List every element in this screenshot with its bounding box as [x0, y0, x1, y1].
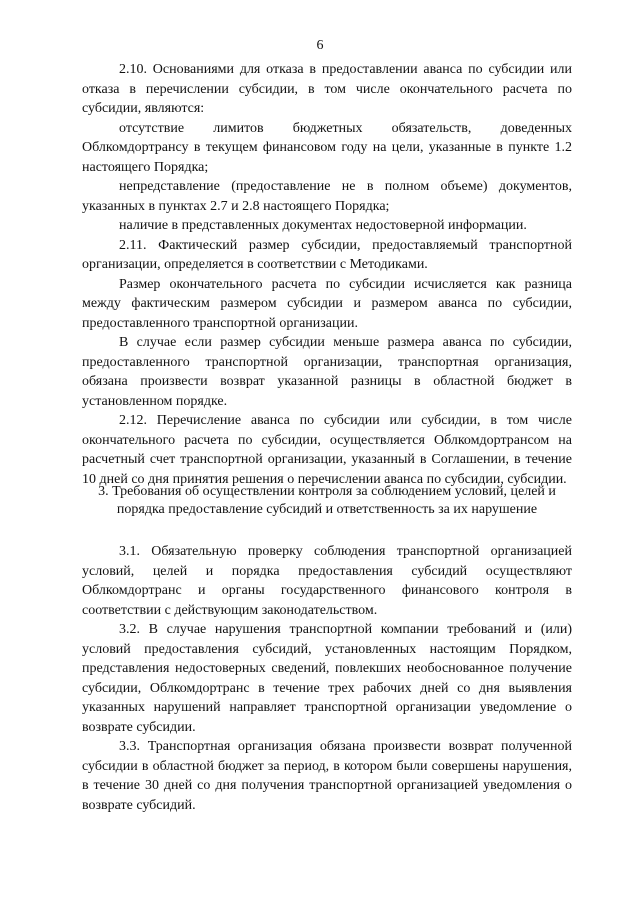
- section-3-heading: 3. Требования об осуществлении контроля за соблюдением условий, целей и порядка предоставление субсидий и ответственность за их нарушение: [98, 484, 556, 517]
- paragraph-2-12: 2.12. Перечисление аванса по субсидии или субсидии, в том числе окончательного расчета по субсидии, осуществляется Облкомдортрансом на расчетный счет транспортной организации, указанный в Соглашении, в течение 10 дней со дня принятия решения о перечислении аванса по субсидии, субсидии.: [82, 413, 572, 487]
- paragraph-3-2: 3.2. В случае нарушения транспортной компании требований и (или) условий предоставления субсидий, установленных настоящим Порядком, представления недостоверных сведений, повлекших необоснованное получение субсидии, Облкомдортранс в течение трех рабочих дней со дня выявления указанных нарушений направляет транспортной организации уведомление о возврате субсидии.: [82, 622, 572, 735]
- section-3-body: [82, 542, 572, 815]
- paragraph-final-calc: Размер окончательного расчета по субсидии исчисляется как разница между фактическим размером субсидии и размером аванса по субсидии, предоставленного транспортной организации.: [82, 276, 572, 331]
- paragraph-2-11: 2.11. Фактический размер субсидии, предоставляемый транспортной организации, определяется в соответствии с Методиками.: [82, 237, 572, 272]
- paragraph-reason-limits: отсутствие лимитов бюджетных обязательств, доведенных Облкомдортрансу в текущем финансовом году на цели, указанные в пункте 1.2 настоящего Порядка;: [82, 120, 572, 175]
- paragraph-3-3: 3.3. Транспортная организация обязана произвести возврат полученной субсидии в областной бюджет за период, в котором были совершены нарушения, в течение 30 дней со дня получения транспортной организацией уведомления о возврате субсидий.: [82, 739, 572, 813]
- section-2-body: [82, 60, 572, 489]
- paragraph-refund-difference: В случае если размер субсидии меньше размера аванса по субсидии, предоставленного транспортной организации, транспортная организация, обязана произвести возврат указанной разницы в областной бюджет в установленном порядке.: [82, 335, 572, 409]
- paragraph-reason-false-info: наличие в представленных документах недостоверной информации.: [119, 218, 527, 233]
- paragraph-2-10: 2.10. Основаниями для отказа в предоставлении аванса по субсидии или отказа в перечислении субсидии, в том числе окончательного расчета по субсидии, являются:: [82, 62, 572, 116]
- page-number: 6: [316, 38, 324, 53]
- paragraph-3-1: 3.1. Обязательную проверку соблюдения транспортной организацией условий, целей и порядка предоставления субсидий осуществляют Облкомдортранс и органы государственного финансового контроля в соответствии с действующим законодательством.: [82, 544, 572, 618]
- paragraph-reason-documents: непредставление (предоставление не в полном объеме) документов, указанных в пунктах 2.7 и 2.8 настоящего Порядка;: [82, 179, 572, 214]
